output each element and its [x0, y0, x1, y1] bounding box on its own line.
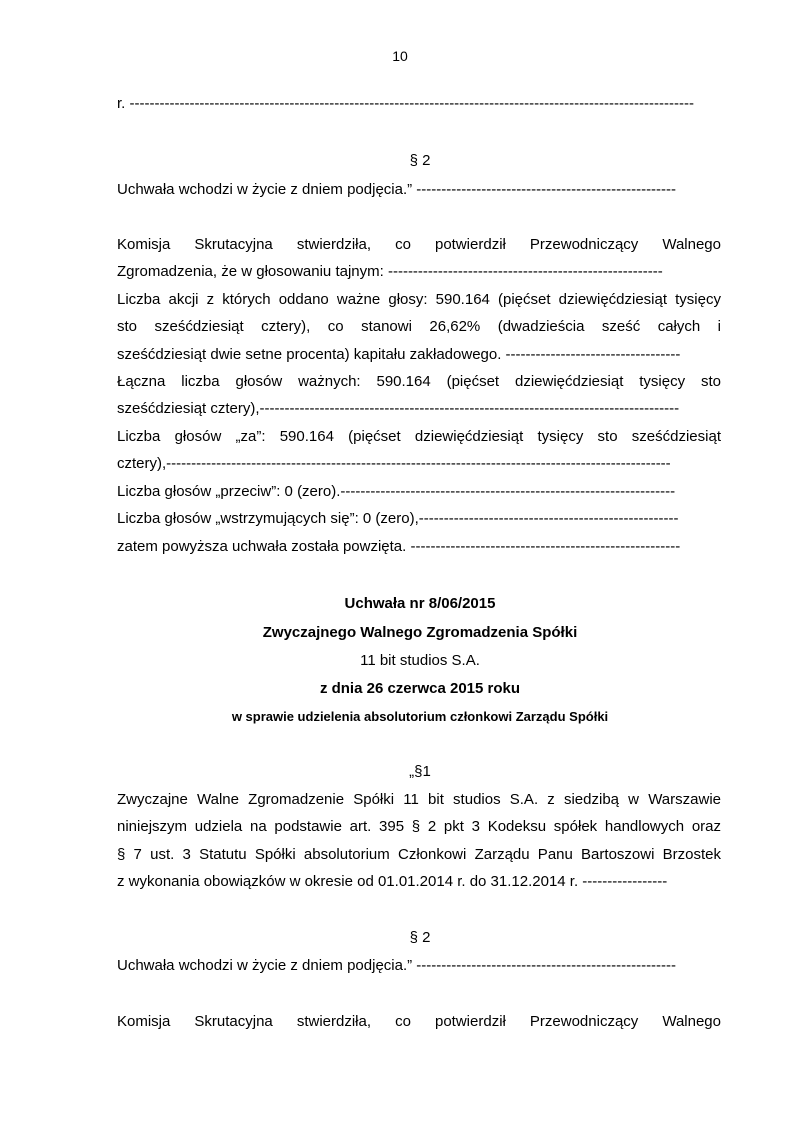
- paragraph-line: Liczba głosów „przeciw”: 0 (zero).-------------------------------------------------------------------: [117, 483, 676, 500]
- paragraph-line: sześćdziesiąt cztery),------------------------------------------------------------------------------------: [117, 400, 680, 417]
- paragraph-line: z wykonania obowiązków w okresie od 01.01.2014 r. do 31.12.2014 r. -----------------: [117, 873, 668, 890]
- resolution-subject: w sprawie udzielenia absolutorium członkowi Zarządu Spółki: [231, 709, 609, 724]
- paragraph-line: Liczba akcji z których oddano ważne głosy: 590.164 (pięćset dziewięćdziesiąt tysięcy: [117, 291, 721, 308]
- paragraph-line: Komisja Skrutacyjna stwierdziła, co potwierdził Przewodniczący Walnego: [117, 1013, 721, 1030]
- paragraph-line: § 7 ust. 3 Statutu Spółki absolutorium Członkowi Zarządu Panu Bartoszowi Brzostek: [117, 846, 721, 863]
- paragraph-line: Uchwała wchodzi w życie z dniem podjęcia.” ----------------------------------------------------: [117, 957, 677, 974]
- paragraph-line: Łączna liczba głosów ważnych: 590.164 (pięćset dziewięćdziesiąt tysięcy sto: [117, 373, 721, 390]
- dash-line: r. -----------------------------------------------------------------------------------------------------------------: [117, 95, 694, 112]
- section-heading: § 2: [409, 152, 431, 169]
- paragraph-line: Komisja Skrutacyjna stwierdziła, co potwierdził Przewodniczący Walnego: [117, 236, 721, 253]
- paragraph-line: Liczba głosów „za”: 590.164 (pięćset dziewięćdziesiąt tysięcy sto sześćdziesiąt: [117, 428, 721, 445]
- resolution-body: Zwyczajnego Walnego Zgromadzenia Spółki: [262, 624, 578, 641]
- resolution-title: Uchwała nr 8/06/2015: [344, 595, 496, 612]
- resolution-date: z dnia 26 czerwca 2015 roku: [319, 680, 521, 697]
- section-heading: „§1: [409, 763, 431, 780]
- company-name: 11 bit studios S.A.: [360, 652, 480, 669]
- paragraph-line: cztery),-----------------------------------------------------------------------------------------------------: [117, 455, 671, 472]
- paragraph-line: Zwyczajne Walne Zgromadzenie Spółki 11 bit studios S.A. z siedzibą w Warszawie: [117, 791, 721, 808]
- paragraph-line: Zgromadzenia, że w głosowaniu tajnym: -------------------------------------------------------: [117, 263, 663, 280]
- paragraph-line: niniejszym udziela na podstawie art. 395 § 2 pkt 3 Kodeksu spółek handlowych oraz: [117, 818, 721, 835]
- paragraph-line: sto sześćdziesiąt cztery), co stanowi 26,62% (dwadzieścia sześć całych i: [117, 318, 721, 335]
- section-heading: § 2: [409, 929, 431, 946]
- paragraph-line: Liczba głosów „wstrzymujących się”: 0 (zero),----------------------------------------------------: [117, 510, 679, 527]
- paragraph-line: zatem powyższa uchwała została powzięta. ------------------------------------------------------: [117, 538, 681, 555]
- paragraph-line: sześćdziesiąt dwie setne procenta) kapitału zakładowego. -----------------------------------: [117, 346, 681, 363]
- paragraph-line: Uchwała wchodzi w życie z dniem podjęcia.” ----------------------------------------------------: [117, 181, 677, 198]
- page-number: 10: [392, 48, 408, 64]
